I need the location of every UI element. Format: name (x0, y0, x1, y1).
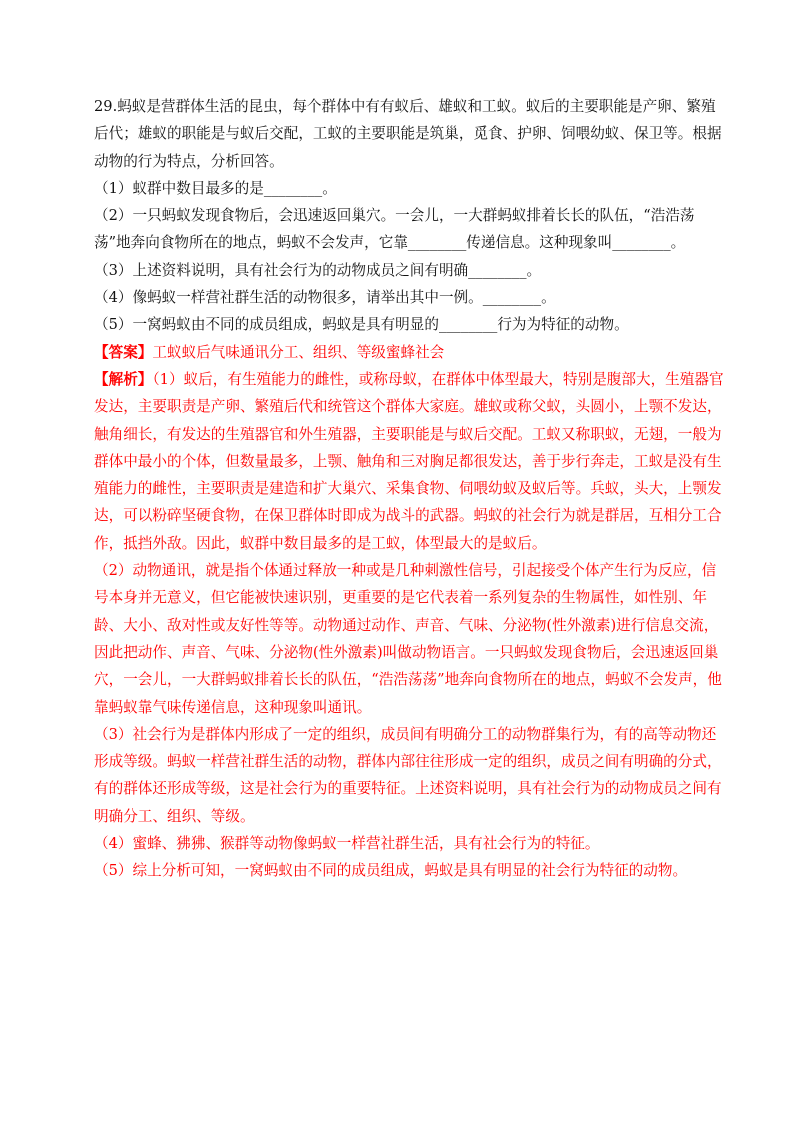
sub-question-1: （1）蚁群中数目最多的是________。 (94, 179, 337, 197)
answer-line (94, 339, 724, 366)
analysis-text-1: （1）蚁后，有生殖能力的雌性，或称母蚁，在群体中体型最大，特别是腹部大，生殖器官发达，主要职责是产卵、繁殖后代和统管这个群体大家庭。雄蚁或称父蚁，头圆小，上颚不发达，触角细长，有发达的生殖器官和外生殖器，主要职能是与蚁后交配。工蚁又称职蚁，无翅，一般为群体中最小的个体，但数量最多，上颚、触角和三对胸足都很发达，善于步行奔走，工蚁是没有生殖能力的雌性，主要职责是建造和扩大巢穴、采集食物、伺喂幼蚁及蚁后等。兵蚁，头大，上颚发达，可以粉碎坚硬食物，在保卫群体时即成为战斗的武器。蚂蚁的社会行为就是群居，互相分工合作，抵挡外敌。因此，蚁群中数目最多的是工蚁，体型最大的是蚁后。 (94, 370, 724, 552)
analysis-para-5: （5）综上分析可知，一窝蚂蚁由不同的成员组成，蚂蚁是具有明显的社会行为特征的动物。 (94, 862, 688, 880)
sub-question-3: （3）上述资料说明，具有社会行为的动物成员之间有明确________。 (94, 261, 542, 279)
analysis-para-2: （2）动物通讯，就是指个体通过释放一种或是几种刺激性信号，引起接受个体产生行为反应，信号本身并无意义，但它能被快速识别，更重要的是它代表着一系列复杂的生物属性，如性别、年龄、大小、敌对性或友好性等等。动物通过动作、声音、气味、分泌物(性外激素)进行信息交流，因此把动作、声音、气味、分泌物(性外激素)叫做动物语言。一只蚂蚁发现食物后，会迅速返回巢穴，一会儿，一大群蚂蚁排着长长的队伍，“浩浩荡荡”地奔向食物所在的地点，蚂蚁不会发声，他靠蚂蚁靠气味传递信息，这种现象叫通讯。 (94, 562, 722, 716)
answer-text: 工蚁蚁后气味通讯分工、组织、等级蜜蜂社会 (152, 343, 445, 361)
analysis-para-1 (94, 366, 724, 557)
analysis-tag: 【解析】 (94, 370, 153, 388)
sub-question-5: （5）一窝蚂蚁由不同的成员组成，蚂蚁是具有明显的________行为为特征的动物。 (94, 316, 629, 334)
answer-tag: 【答案】 (94, 343, 153, 361)
analysis-para-4: （4）蜜蜂、狒狒、猴群等动物像蚂蚁一样营社群生活，具有社会行为的特征。 (94, 835, 600, 853)
analysis-para-3: （3）社会行为是群体内形成了一定的组织，成员间有明确分工的动物群集行为，有的高等动物还形成等级。蚂蚁一样营社群生活的动物，群体内部往往形成一定的组织，成员之间有明确的分式，有的群体还形成等级，这是社会行为的重要特征。上述资料说明，具有社会行为的动物成员之间有明确分工、组织、等级。 (94, 725, 722, 825)
question-stem: 29.蚂蚁是营群体生活的昆虫，每个群体中有有蚁后、雄蚁和工蚁。蚁后的主要职能是产卵、繁殖后代；雄蚁的职能是与蚁后交配，工蚁的主要职能是筑巢，觅食、护卵、饲喂幼蚁、保卫等。根据动物的行为特点，分析回答。 (94, 98, 722, 170)
document-page (94, 93, 724, 885)
sub-question-4: （4）像蚂蚁一样营社群生活的动物很多，请举出其中一例。________。 (94, 289, 556, 307)
sub-question-2: （2）一只蚂蚁发现食物后，会迅速返回巢穴。一会儿，一大群蚂蚁排着长长的队伍，“浩浩荡荡”地奔向食物所在的地点，蚂蚁不会发声，它靠________传递信息。这种现象叫________。 (94, 207, 695, 252)
